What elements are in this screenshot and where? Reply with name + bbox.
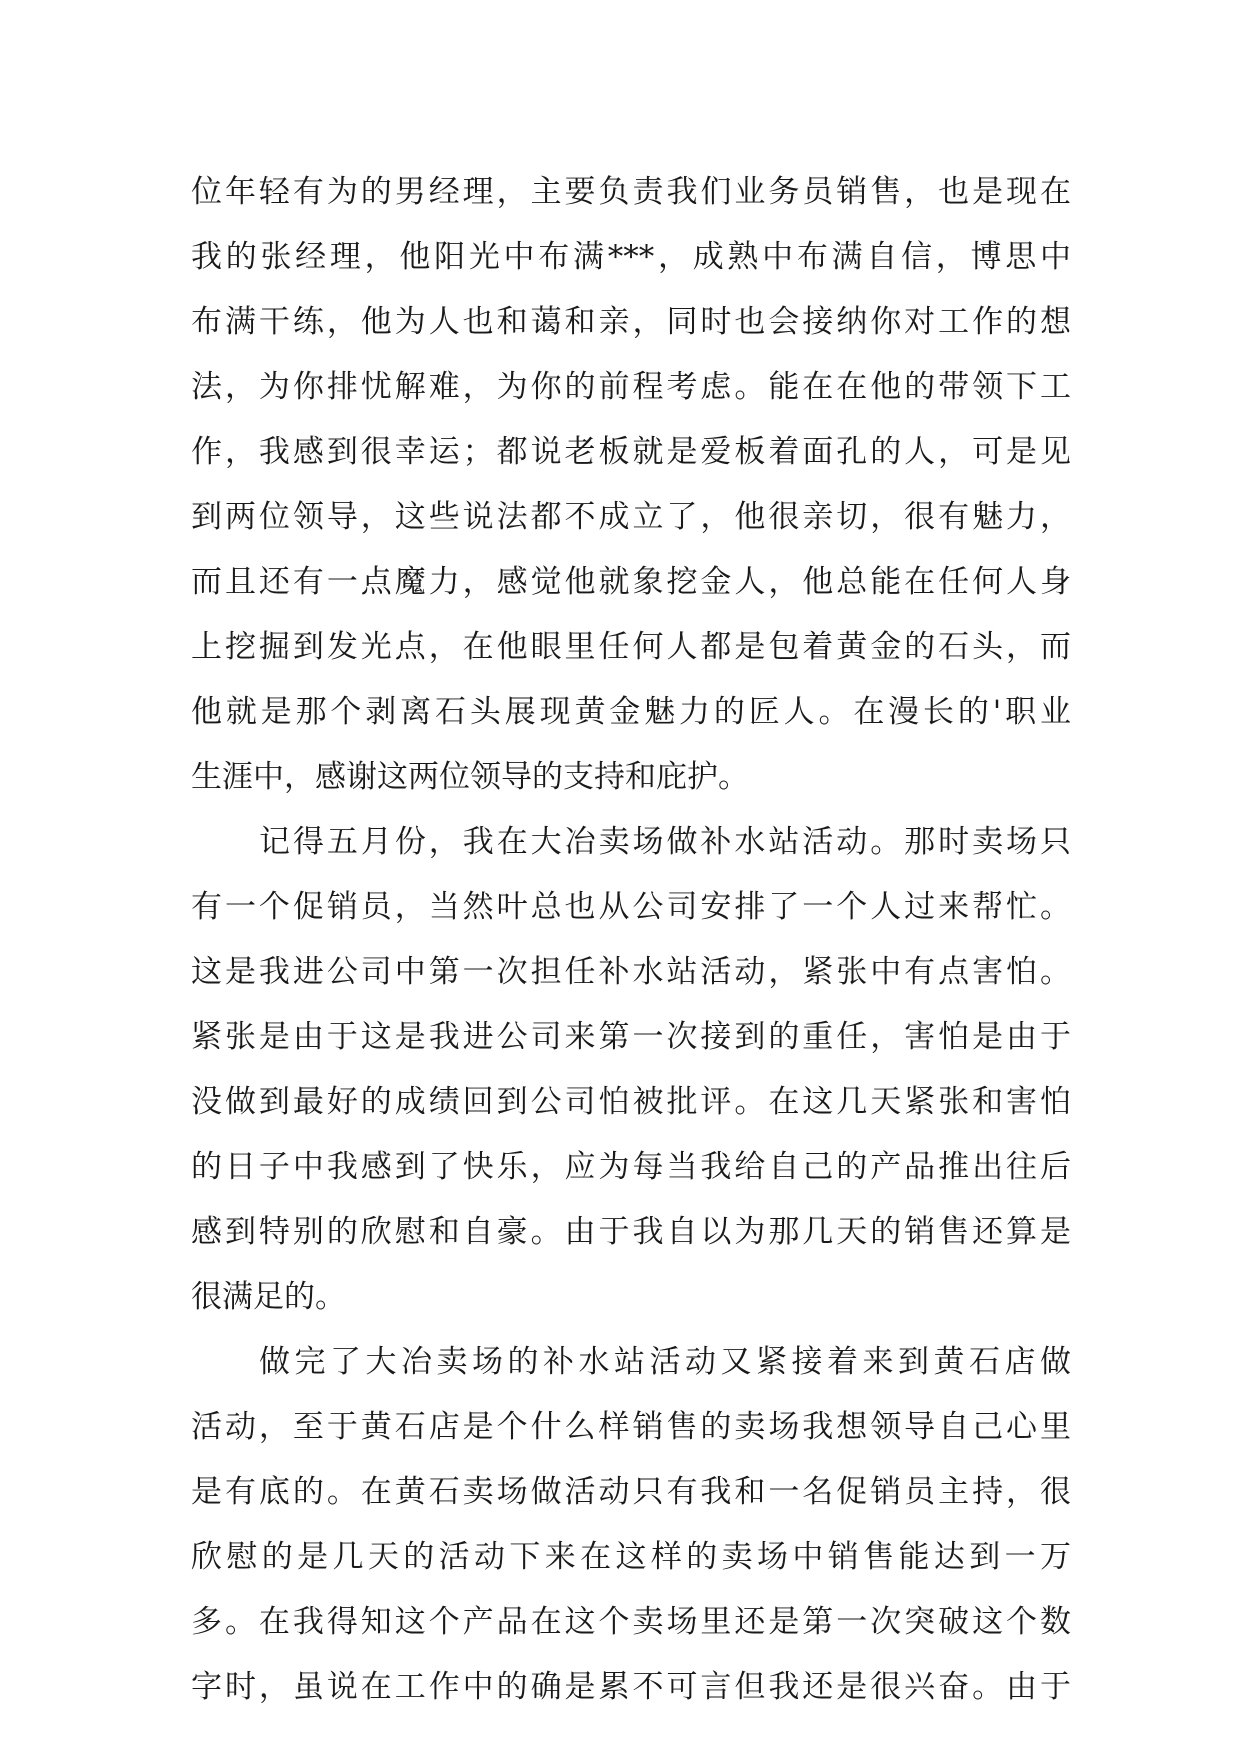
text-line: 是有底的。在黄石卖场做活动只有我和一名促销员主持，很 <box>191 1474 1071 1510</box>
text-line: 而且还有一点魔力，感觉他就象挖金人，他总能在任何人身 <box>191 564 1071 600</box>
text-line: 很满足的。 <box>191 1279 346 1315</box>
text-line: 字时，虽说在工作中的确是累不可言但我还是很兴奋。由于 <box>191 1669 1071 1705</box>
text-line: 感到特别的欣慰和自豪。由于我自以为那几天的销售还算是 <box>191 1214 1071 1250</box>
text-line: 他就是那个剥离石头展现黄金魅力的匠人。在漫长的'职业 <box>191 694 1071 730</box>
text-line: 上挖掘到发光点，在他眼里任何人都是包着黄金的石头，而 <box>191 629 1071 665</box>
text-line: 紧张是由于这是我进公司来第一次接到的重任，害怕是由于 <box>191 1019 1071 1055</box>
paragraph-first-line: 记得五月份，我在大冶卖场做补水站活动。那时卖场只 <box>259 824 1071 860</box>
text-line: 法，为你排忧解难，为你的前程考虑。能在在他的带领下工 <box>191 369 1071 405</box>
text-line: 活动，至于黄石店是个什么样销售的卖场我想领导自己心里 <box>191 1409 1071 1445</box>
text-line: 位年轻有为的男经理，主要负责我们业务员销售，也是现在 <box>191 174 1071 210</box>
text-line: 作，我感到很幸运；都说老板就是爱板着面孔的人，可是见 <box>191 434 1071 470</box>
text-line: 这是我进公司中第一次担任补水站活动，紧张中有点害怕。 <box>191 954 1071 990</box>
text-line: 欣慰的是几天的活动下来在这样的卖场中销售能达到一万 <box>191 1539 1071 1575</box>
text-line: 生涯中，感谢这两位领导的支持和庇护。 <box>191 759 749 795</box>
body-text <box>191 160 1071 1720</box>
text-line: 布满干练，他为人也和蔼和亲，同时也会接纳你对工作的想 <box>191 304 1071 340</box>
text-line: 到两位领导，这些说法都不成立了，他很亲切，很有魅力， <box>191 499 1071 535</box>
text-line: 多。在我得知这个产品在这个卖场里还是第一次突破这个数 <box>191 1604 1071 1640</box>
text-line: 我的张经理，他阳光中布满***，成熟中布满自信，博思中 <box>191 239 1071 275</box>
text-line: 的日子中我感到了快乐，应为每当我给自己的产品推出往后 <box>191 1149 1071 1185</box>
text-line: 有一个促销员，当然叶总也从公司安排了一个人过来帮忙。 <box>191 889 1071 925</box>
paragraph-first-line: 做完了大冶卖场的补水站活动又紧接着来到黄石店做 <box>259 1344 1071 1380</box>
text-line: 没做到最好的成绩回到公司怕被批评。在这几天紧张和害怕 <box>191 1084 1071 1120</box>
